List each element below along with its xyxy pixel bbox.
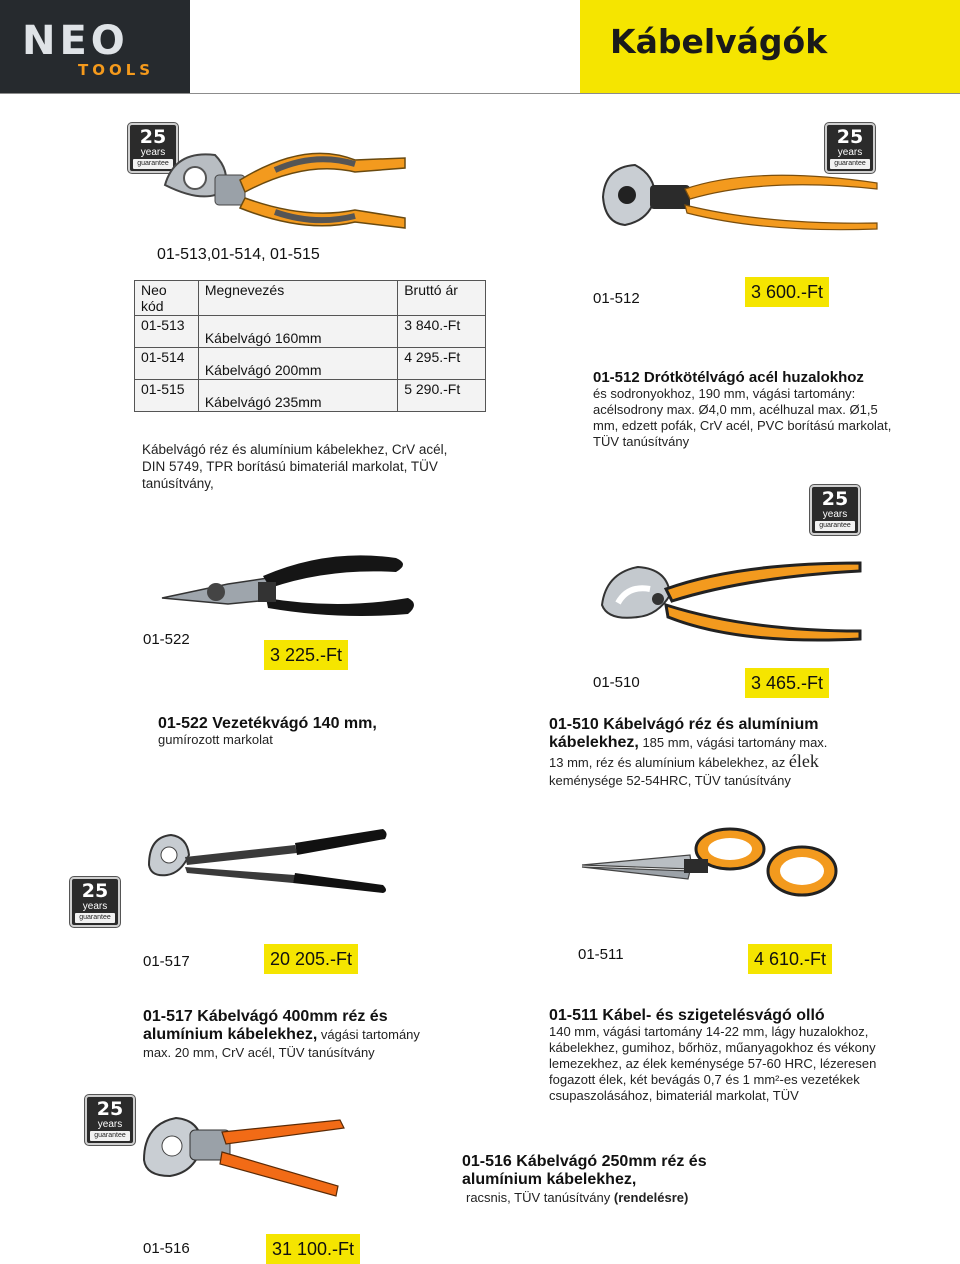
guarantee-badge: 25 years guarantee xyxy=(70,877,120,927)
product-title: 01-512 Drótkötélvágó acél huzalokhoz xyxy=(593,369,864,386)
product-description xyxy=(143,1008,463,1062)
product-text: gumírozott markolat xyxy=(158,732,273,747)
cable-cutter-image xyxy=(155,130,415,240)
copper-cable-cutter-image xyxy=(598,555,868,650)
product-text: vágási tartomány xyxy=(320,1027,420,1042)
table-row xyxy=(135,316,486,348)
wire-rope-cutter-image xyxy=(595,155,885,240)
table-header-price: Bruttó ár xyxy=(398,281,486,316)
product-text: max. 20 mm, CrV acél, TÜV tanúsítvány xyxy=(143,1045,375,1060)
row-name: Kábelvágó 200mm xyxy=(198,348,397,380)
table-row xyxy=(135,348,486,380)
price-label: 3 225.-Ft xyxy=(264,640,348,670)
price-label: 4 610.-Ft xyxy=(748,944,832,974)
long-cable-cutter-image xyxy=(145,825,390,895)
product-description xyxy=(549,716,879,790)
table-header-row xyxy=(135,281,486,316)
guarantee-badge: 25 years guarantee xyxy=(85,1095,135,1145)
logo-sub-text: TOOLS xyxy=(78,61,155,79)
product-code: 01-512 xyxy=(593,290,640,307)
neo-tools-logo xyxy=(0,0,190,93)
product-title-cont: alumínium kábelekhez, xyxy=(462,1171,637,1188)
product-text: és sodronyokhoz, 190 mm, vágási tartomány: acélsodrony max. Ø4,0 mm, acélhuzal max. Ø1,5 mm, edzett pofák, CrV acél, PVC borítású markolat, TÜV tanúsítvány xyxy=(593,386,892,449)
product-text: racsnis, TÜV tanúsítvány xyxy=(466,1190,611,1205)
row-name: Kábelvágó 160mm xyxy=(198,316,397,348)
price-label: 31 100.-Ft xyxy=(266,1234,360,1264)
page-title: Kábelvágók xyxy=(610,22,828,61)
product-text: 13 mm, réz és alumínium kábelekhez, az xyxy=(549,755,786,770)
price-table xyxy=(134,280,486,412)
product-code: 01-522 xyxy=(143,631,190,648)
product-title: 01-510 Kábelvágó réz és alumínium xyxy=(549,716,819,733)
product-description xyxy=(462,1153,762,1207)
group-description: Kábelvágó réz és alumínium kábelekhez, CrV acél, DIN 5749, TPR borítású bimateriál markolat, TÜV tanúsítvány, xyxy=(142,442,448,491)
product-title-cont: kábelekhez, xyxy=(549,734,639,751)
product-text-bold: (rendelésre) xyxy=(613,1190,689,1205)
row-price: 4 295.-Ft xyxy=(398,348,486,380)
row-code: 01-513 xyxy=(135,316,199,348)
product-code: 01-510 xyxy=(593,674,640,691)
product-code: 01-516 xyxy=(143,1240,190,1257)
price-label: 3 600.-Ft xyxy=(745,277,829,307)
logo-main-text: NEO xyxy=(22,18,129,64)
product-description xyxy=(593,370,903,450)
price-label: 3 465.-Ft xyxy=(745,668,829,698)
row-price: 5 290.-Ft xyxy=(398,380,486,412)
ratchet-cable-cutter-image xyxy=(140,1110,350,1210)
product-title: 01-522 Vezetékvágó 140 mm, xyxy=(158,715,377,732)
table-header-code: Neo kód xyxy=(135,281,199,316)
guarantee-badge: 25 years guarantee xyxy=(825,123,875,173)
product-description xyxy=(158,716,498,748)
product-title: 01-517 Kábelvágó 400mm réz és xyxy=(143,1008,388,1025)
row-code: 01-514 xyxy=(135,348,199,380)
guarantee-badge: 25 years guarantee xyxy=(128,123,178,173)
product-text: keménysége 52-54HRC, TÜV tanúsítvány xyxy=(549,773,791,788)
guarantee-badge: 25 years guarantee xyxy=(810,485,860,535)
group-codes: 01-513,01-514, 01-515 xyxy=(157,246,320,263)
product-text: élek xyxy=(788,751,819,771)
product-title-cont: alumínium kábelekhez, xyxy=(143,1026,318,1043)
page-header xyxy=(0,0,960,94)
product-title: 01-511 Kábel- és szigetelésvágó olló xyxy=(549,1007,825,1024)
table-row xyxy=(135,380,486,412)
price-label: 20 205.-Ft xyxy=(264,944,358,974)
table-header-name: Megnevezés xyxy=(198,281,397,316)
product-text: 140 mm, vágási tartomány 14-22 mm, lágy huzalokhoz, kábelekhez, gumihoz, bőrhöz, műanyagokhoz és vékony lemezekhez, az élek keménysége 57-60 HRC, lézeresen fogazott élek, két bevágás 0,7 és 1 mm²-es vezetékek csupaszolásához, bimateriál markolat, TÜV xyxy=(549,1024,877,1103)
product-title: 01-516 Kábelvágó 250mm réz és xyxy=(462,1153,707,1170)
row-code: 01-515 xyxy=(135,380,199,412)
product-code: 01-517 xyxy=(143,953,190,970)
row-price: 3 840.-Ft xyxy=(398,316,486,348)
product-code: 01-511 xyxy=(578,946,624,963)
wire-cutter-image xyxy=(158,548,418,618)
product-description xyxy=(549,1008,879,1104)
row-name: Kábelvágó 235mm xyxy=(198,380,397,412)
electricians-scissors-image xyxy=(580,825,840,905)
product-text: 185 mm, vágási tartomány max. xyxy=(642,735,828,750)
